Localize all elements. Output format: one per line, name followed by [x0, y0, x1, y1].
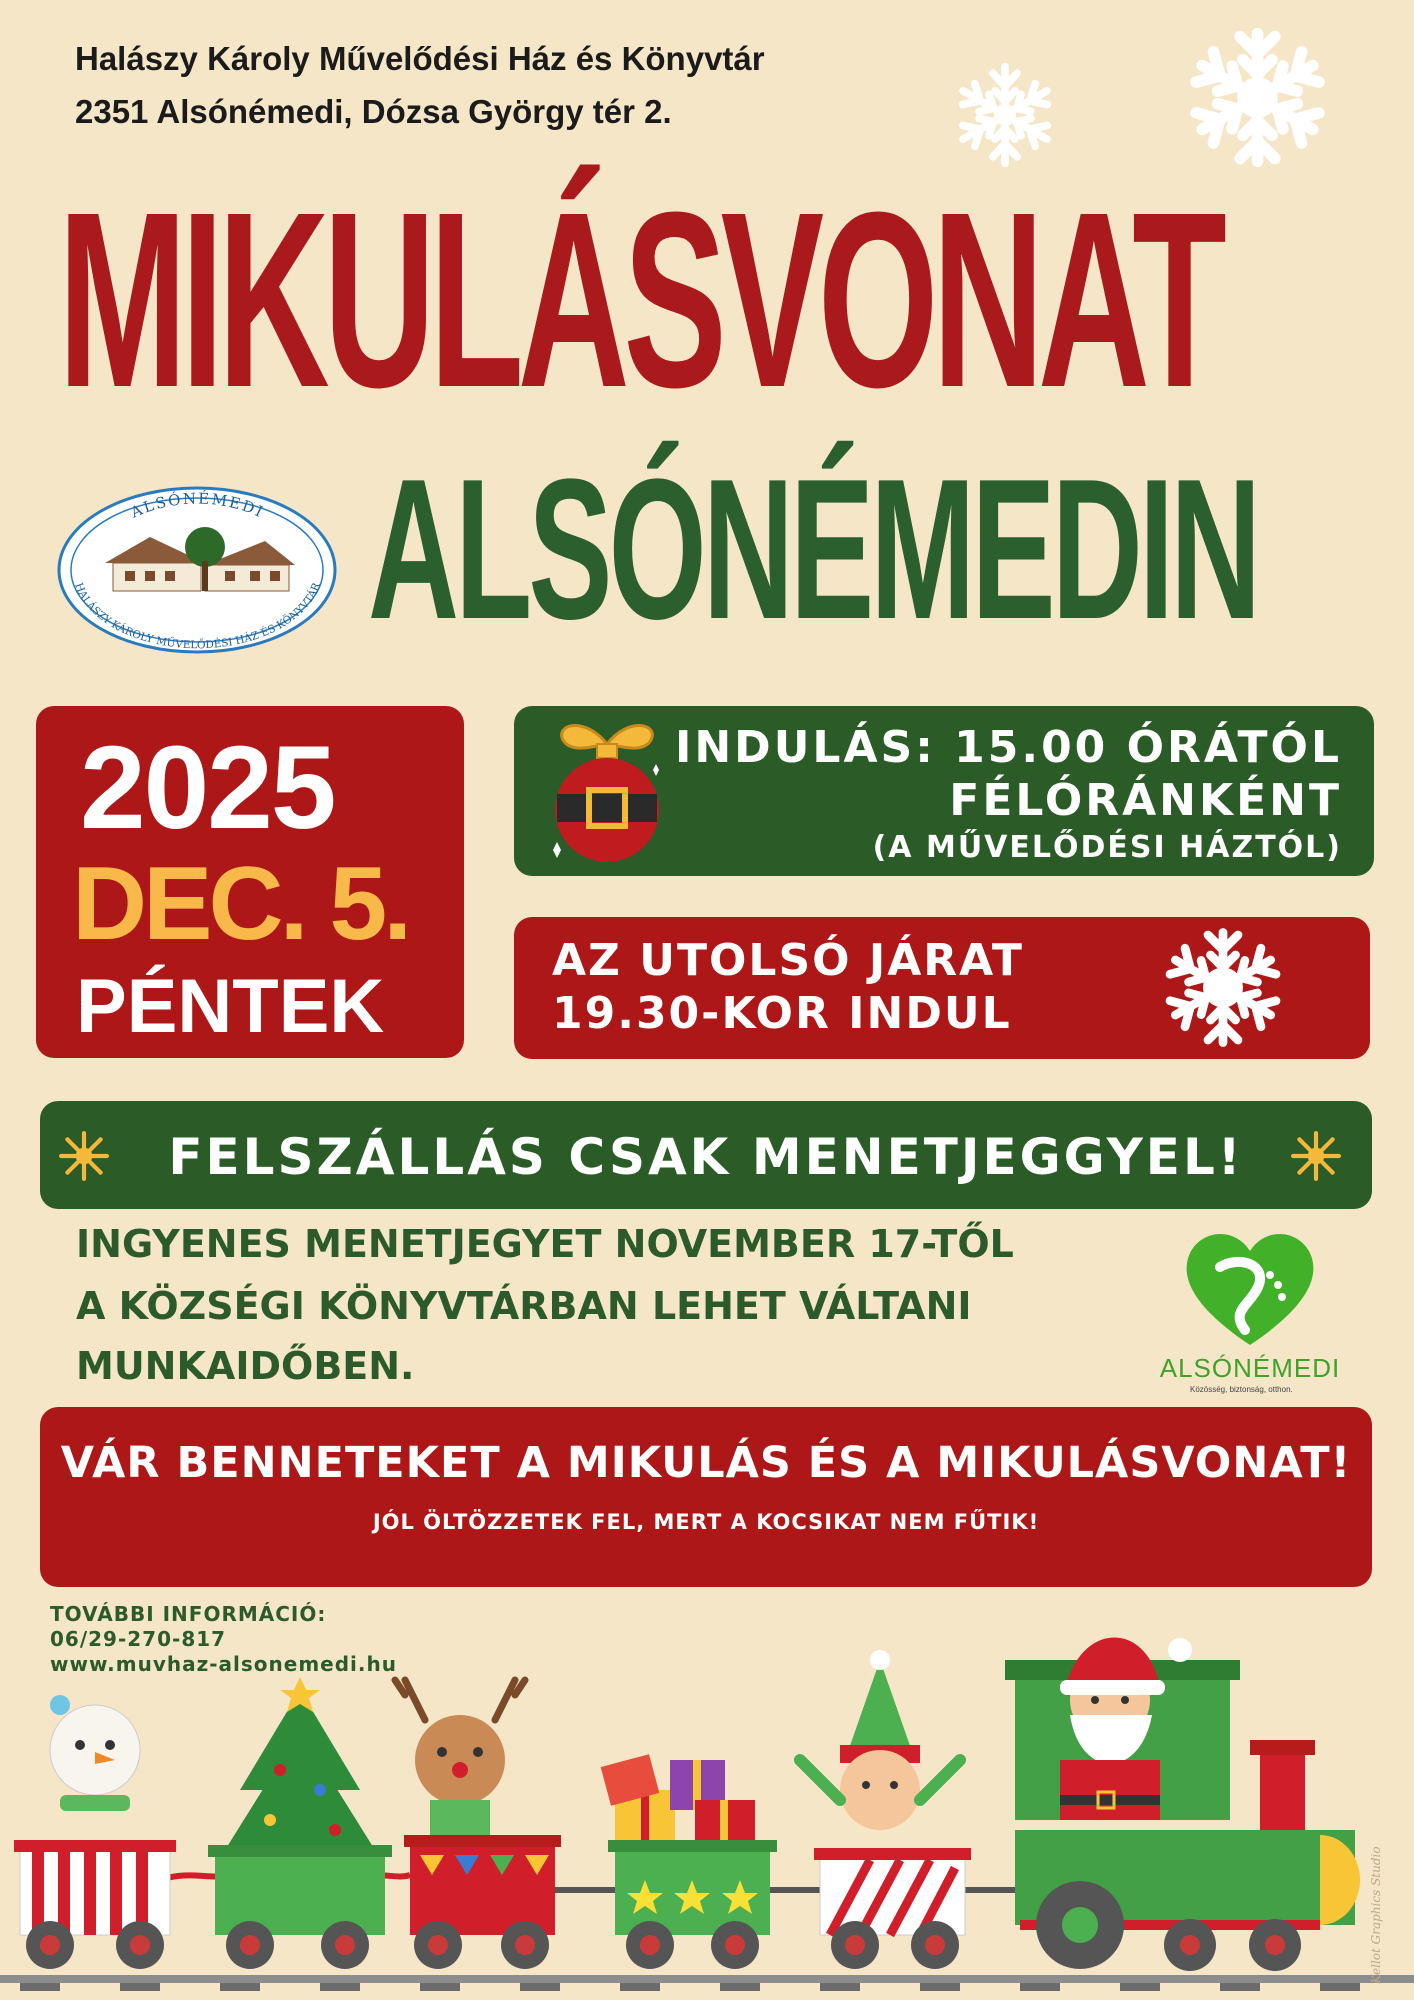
contact-label: TOVÁBBI INFORMÁCIÓ:: [50, 1602, 327, 1626]
last-trip-line1: AZ UTOLSÓ JÁRAT: [552, 935, 1024, 986]
ticket-info-line2: A KÖZSÉGI KÖNYVTÁRBAN LEHET VÁLTANI: [76, 1284, 972, 1328]
event-weekday: PÉNTEK: [76, 964, 385, 1049]
train-illustration: [0, 1610, 1414, 2000]
town-logo-tagline: Közösség, biztonság, otthon.: [1190, 1385, 1293, 1394]
contact-phone: 06/29-270-817: [50, 1627, 227, 1651]
last-trip-line2: 19.30-KOR INDUL: [552, 988, 1012, 1039]
snowflake-icon: [1158, 925, 1288, 1050]
logo-top-text: ALSÓNÉMEDI: [127, 489, 268, 522]
town-logo: [1150, 1215, 1350, 1395]
organizer-name: Halászy Károly Művelődési Ház és Könyvtár: [75, 40, 765, 77]
artist-watermark: [1368, 1840, 1392, 1990]
sparkle-snowflake-icon: [1290, 1130, 1342, 1182]
event-day: DEC. 5.: [72, 846, 409, 962]
departure-place: (A MŰVELŐDÉSI HÁZTÓL): [872, 830, 1342, 865]
closing-title: VÁR BENNETEKET A MIKULÁS ÉS A MIKULÁSVONAT!: [60, 1438, 1352, 1488]
heart-logo-icon: [1150, 1215, 1350, 1355]
snowflake-icon: [1185, 25, 1330, 170]
ticket-info-line3: MUNKAIDŐBEN.: [76, 1344, 415, 1388]
ornament-icon: [545, 710, 670, 870]
logo-bottom-text: HALÁSZY KÁROLY MŰVELŐDÉSI HÁZ ÉS KÖNYVTÁR: [72, 581, 323, 652]
contact-website[interactable]: www.muvhaz-alsonemedi.hu: [50, 1652, 397, 1676]
snowflake-icon: [950, 60, 1060, 170]
svg-text:Kellot Graphics Studio: Kellot Graphics Studio: [1369, 1846, 1383, 1984]
closing-panel: [40, 1407, 1372, 1587]
departure-time: INDULÁS: 15.00 ÓRÁTÓL: [674, 722, 1342, 773]
town-logo-name: ALSÓNÉMEDI: [1159, 1353, 1341, 1383]
departure-frequency: FÉLÓRÁNKÉNT: [949, 775, 1342, 826]
boarding-notice: FELSZÁLLÁS CSAK MENETJEGGYEL!: [168, 1128, 1244, 1186]
closing-subtitle: JÓL ÖLTÖZZETEK FEL, MERT A KOCSIKAT NEM FŰTIK!: [372, 1510, 1040, 1534]
event-year: 2025: [80, 722, 335, 854]
ticket-info-line1: INGYENES MENETJEGYET NOVEMBER 17-TŐL: [76, 1222, 1014, 1266]
page-title: MIKULÁSVONAT: [58, 160, 1221, 439]
cultural-center-logo: [55, 485, 340, 655]
page-subtitle: ALSÓNÉMEDIN: [368, 438, 1258, 661]
organizer-address: 2351 Alsónémedi, Dózsa György tér 2.: [75, 93, 672, 130]
